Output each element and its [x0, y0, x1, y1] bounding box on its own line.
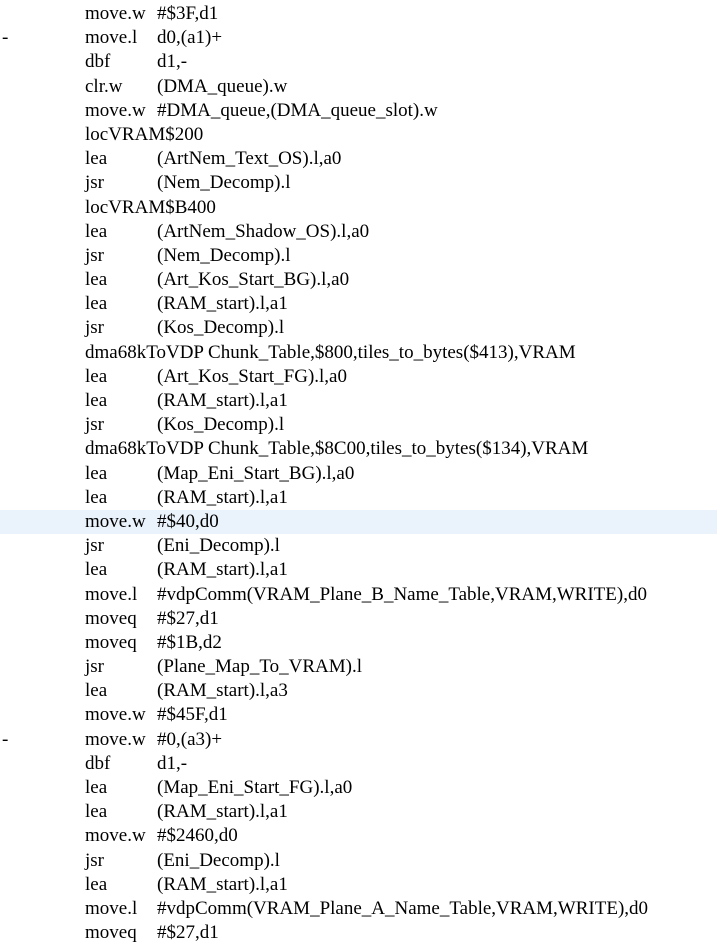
code-mnemonic: lea	[85, 390, 108, 411]
code-operand: (ArtNem_Text_OS).l,a0	[157, 148, 342, 170]
code-mnemonic: locVRAM	[85, 196, 166, 218]
code-mnemonic: dbf	[85, 752, 111, 774]
code-mnemonic: jsr	[85, 535, 104, 557]
code-mnemonic: jsr	[85, 172, 104, 194]
code-operand: #$3F,d1	[157, 3, 219, 24]
code-mnemonic: move.l	[85, 583, 138, 605]
code-line[interactable]	[0, 292, 717, 316]
code-mnemonic: lea	[85, 680, 108, 702]
code-mnemonic: lea	[85, 462, 108, 484]
code-line[interactable]	[0, 2, 717, 26]
code-operand: #$45F,d1	[157, 704, 228, 726]
code-line[interactable]	[0, 220, 717, 244]
code-operand: d1,-	[157, 51, 188, 73]
code-mnemonic: lea	[85, 559, 108, 581]
code-line[interactable]	[0, 728, 717, 752]
code-operand: (Kos_Decomp).l	[157, 317, 285, 339]
code-line[interactable]	[0, 462, 717, 486]
code-mnemonic: move.l	[85, 27, 138, 49]
code-mnemonic: move.l	[85, 897, 138, 919]
code-line[interactable]	[0, 316, 717, 340]
code-operand: (RAM_start).l,a1	[157, 873, 288, 895]
code-operand: d1,-	[157, 752, 188, 774]
code-mnemonic: lea	[85, 220, 108, 242]
code-operand: (ArtNem_Shadow_OS).l,a0	[157, 220, 370, 242]
code-operand: #$27,d1	[157, 607, 219, 629]
code-line[interactable]	[0, 752, 717, 776]
code-mnemonic: clr.w	[85, 75, 123, 97]
code-mnemonic: lea	[85, 365, 108, 387]
code-line[interactable]	[0, 244, 717, 268]
code-operand: (Eni_Decomp).l	[157, 535, 280, 557]
code-line[interactable]	[0, 897, 717, 921]
code-line[interactable]	[0, 413, 717, 437]
code-mnemonic: jsr	[85, 414, 104, 436]
line-marker: -	[2, 27, 9, 49]
code-line[interactable]	[0, 389, 717, 413]
code-line[interactable]	[0, 50, 717, 74]
code-line[interactable]	[0, 558, 717, 582]
code-mnemonic: lea	[85, 801, 108, 823]
code-mnemonic: lea	[85, 873, 108, 895]
code-mnemonic: lea	[85, 486, 108, 508]
code-mnemonic: move.w	[85, 99, 146, 121]
code-mnemonic: move.w	[85, 704, 146, 726]
code-line[interactable]	[0, 147, 717, 171]
code-operand: (Eni_Decomp).l	[157, 849, 280, 871]
code-line[interactable]	[0, 171, 717, 195]
code-mnemonic: move.w	[85, 825, 146, 847]
code-operand: $B400	[165, 196, 216, 218]
code-line[interactable]	[0, 800, 717, 824]
code-line[interactable]	[0, 921, 717, 945]
code-operand: (Map_Eni_Start_BG).l,a0	[157, 462, 355, 484]
code-operand: #0,(a3)+	[157, 728, 223, 750]
code-line[interactable]	[0, 679, 717, 703]
code-operand: $200	[165, 123, 204, 145]
code-mnemonic: moveq	[85, 631, 137, 653]
code-statement: dma68kToVDP Chunk_Table,$8C00,tiles_to_bytes($134),VRAM	[85, 438, 589, 460]
code-mnemonic: move.w	[85, 728, 146, 750]
code-operand: (Map_Eni_Start_FG).l,a0	[157, 777, 353, 798]
code-line[interactable]	[0, 607, 717, 631]
code-operand: #$40,d0	[157, 510, 219, 532]
code-line[interactable]	[0, 268, 717, 292]
code-mnemonic: jsr	[85, 656, 104, 678]
line-marker: -	[2, 728, 9, 750]
code-statement: dma68kToVDP Chunk_Table,$800,tiles_to_bytes($413),VRAM	[85, 341, 576, 363]
code-line[interactable]	[0, 365, 717, 389]
code-operand: (RAM_start).l,a1	[157, 390, 288, 411]
code-line[interactable]	[0, 123, 717, 147]
code-mnemonic: lea	[85, 777, 108, 798]
code-mnemonic: moveq	[85, 922, 137, 944]
code-operand: (RAM_start).l,a1	[157, 801, 288, 823]
code-line[interactable]	[0, 510, 717, 534]
code-line[interactable]	[0, 437, 717, 461]
code-mnemonic: locVRAM	[85, 123, 166, 145]
code-line[interactable]	[0, 849, 717, 873]
code-mnemonic: lea	[85, 269, 108, 291]
code-line[interactable]	[0, 486, 717, 510]
code-line[interactable]	[0, 655, 717, 679]
code-operand: (DMA_queue).w	[157, 75, 288, 97]
code-mnemonic: jsr	[85, 244, 104, 266]
code-operand: (Nem_Decomp).l	[157, 172, 291, 194]
code-line[interactable]	[0, 75, 717, 99]
code-operand: #$27,d1	[157, 922, 219, 944]
code-line[interactable]	[0, 703, 717, 727]
code-operand: (RAM_start).l,a1	[157, 559, 288, 581]
code-mnemonic: dbf	[85, 51, 111, 73]
code-line[interactable]	[0, 196, 717, 220]
code-operand: (RAM_start).l,a1	[157, 486, 288, 508]
code-mnemonic: jsr	[85, 849, 104, 871]
code-mnemonic: lea	[85, 148, 108, 170]
code-mnemonic: move.w	[85, 510, 146, 532]
code-line[interactable]	[0, 631, 717, 655]
code-mnemonic: lea	[85, 293, 108, 315]
code-operand: (Plane_Map_To_VRAM).l	[157, 656, 363, 678]
code-mnemonic: moveq	[85, 607, 137, 629]
code-operand: (Kos_Decomp).l	[157, 414, 285, 436]
code-mnemonic: move.w	[85, 3, 146, 24]
code-line[interactable]	[0, 583, 717, 607]
code-mnemonic: jsr	[85, 317, 104, 339]
code-operand: (Art_Kos_Start_BG).l,a0	[157, 269, 350, 291]
code-line[interactable]	[0, 341, 717, 365]
code-operand: #$1B,d2	[157, 631, 222, 653]
code-operand: #DMA_queue,(DMA_queue_slot).w	[157, 99, 438, 121]
code-line[interactable]	[0, 99, 717, 123]
code-operand: #vdpComm(VRAM_Plane_B_Name_Table,VRAM,WRITE),d0	[157, 583, 647, 605]
code-line[interactable]	[0, 26, 717, 50]
code-operand: d0,(a1)+	[157, 27, 223, 49]
code-line[interactable]	[0, 873, 717, 897]
code-operand: (Art_Kos_Start_FG).l,a0	[157, 365, 347, 387]
code-operand: (Nem_Decomp).l	[157, 244, 291, 266]
code-line[interactable]	[0, 776, 717, 800]
code-line[interactable]	[0, 534, 717, 558]
code-operand: (RAM_start).l,a3	[157, 680, 288, 702]
code-operand: (RAM_start).l,a1	[157, 293, 288, 315]
code-operand: #vdpComm(VRAM_Plane_A_Name_Table,VRAM,WRITE),d0	[157, 897, 649, 919]
code-operand: #$2460,d0	[157, 825, 238, 847]
code-line[interactable]	[0, 824, 717, 848]
